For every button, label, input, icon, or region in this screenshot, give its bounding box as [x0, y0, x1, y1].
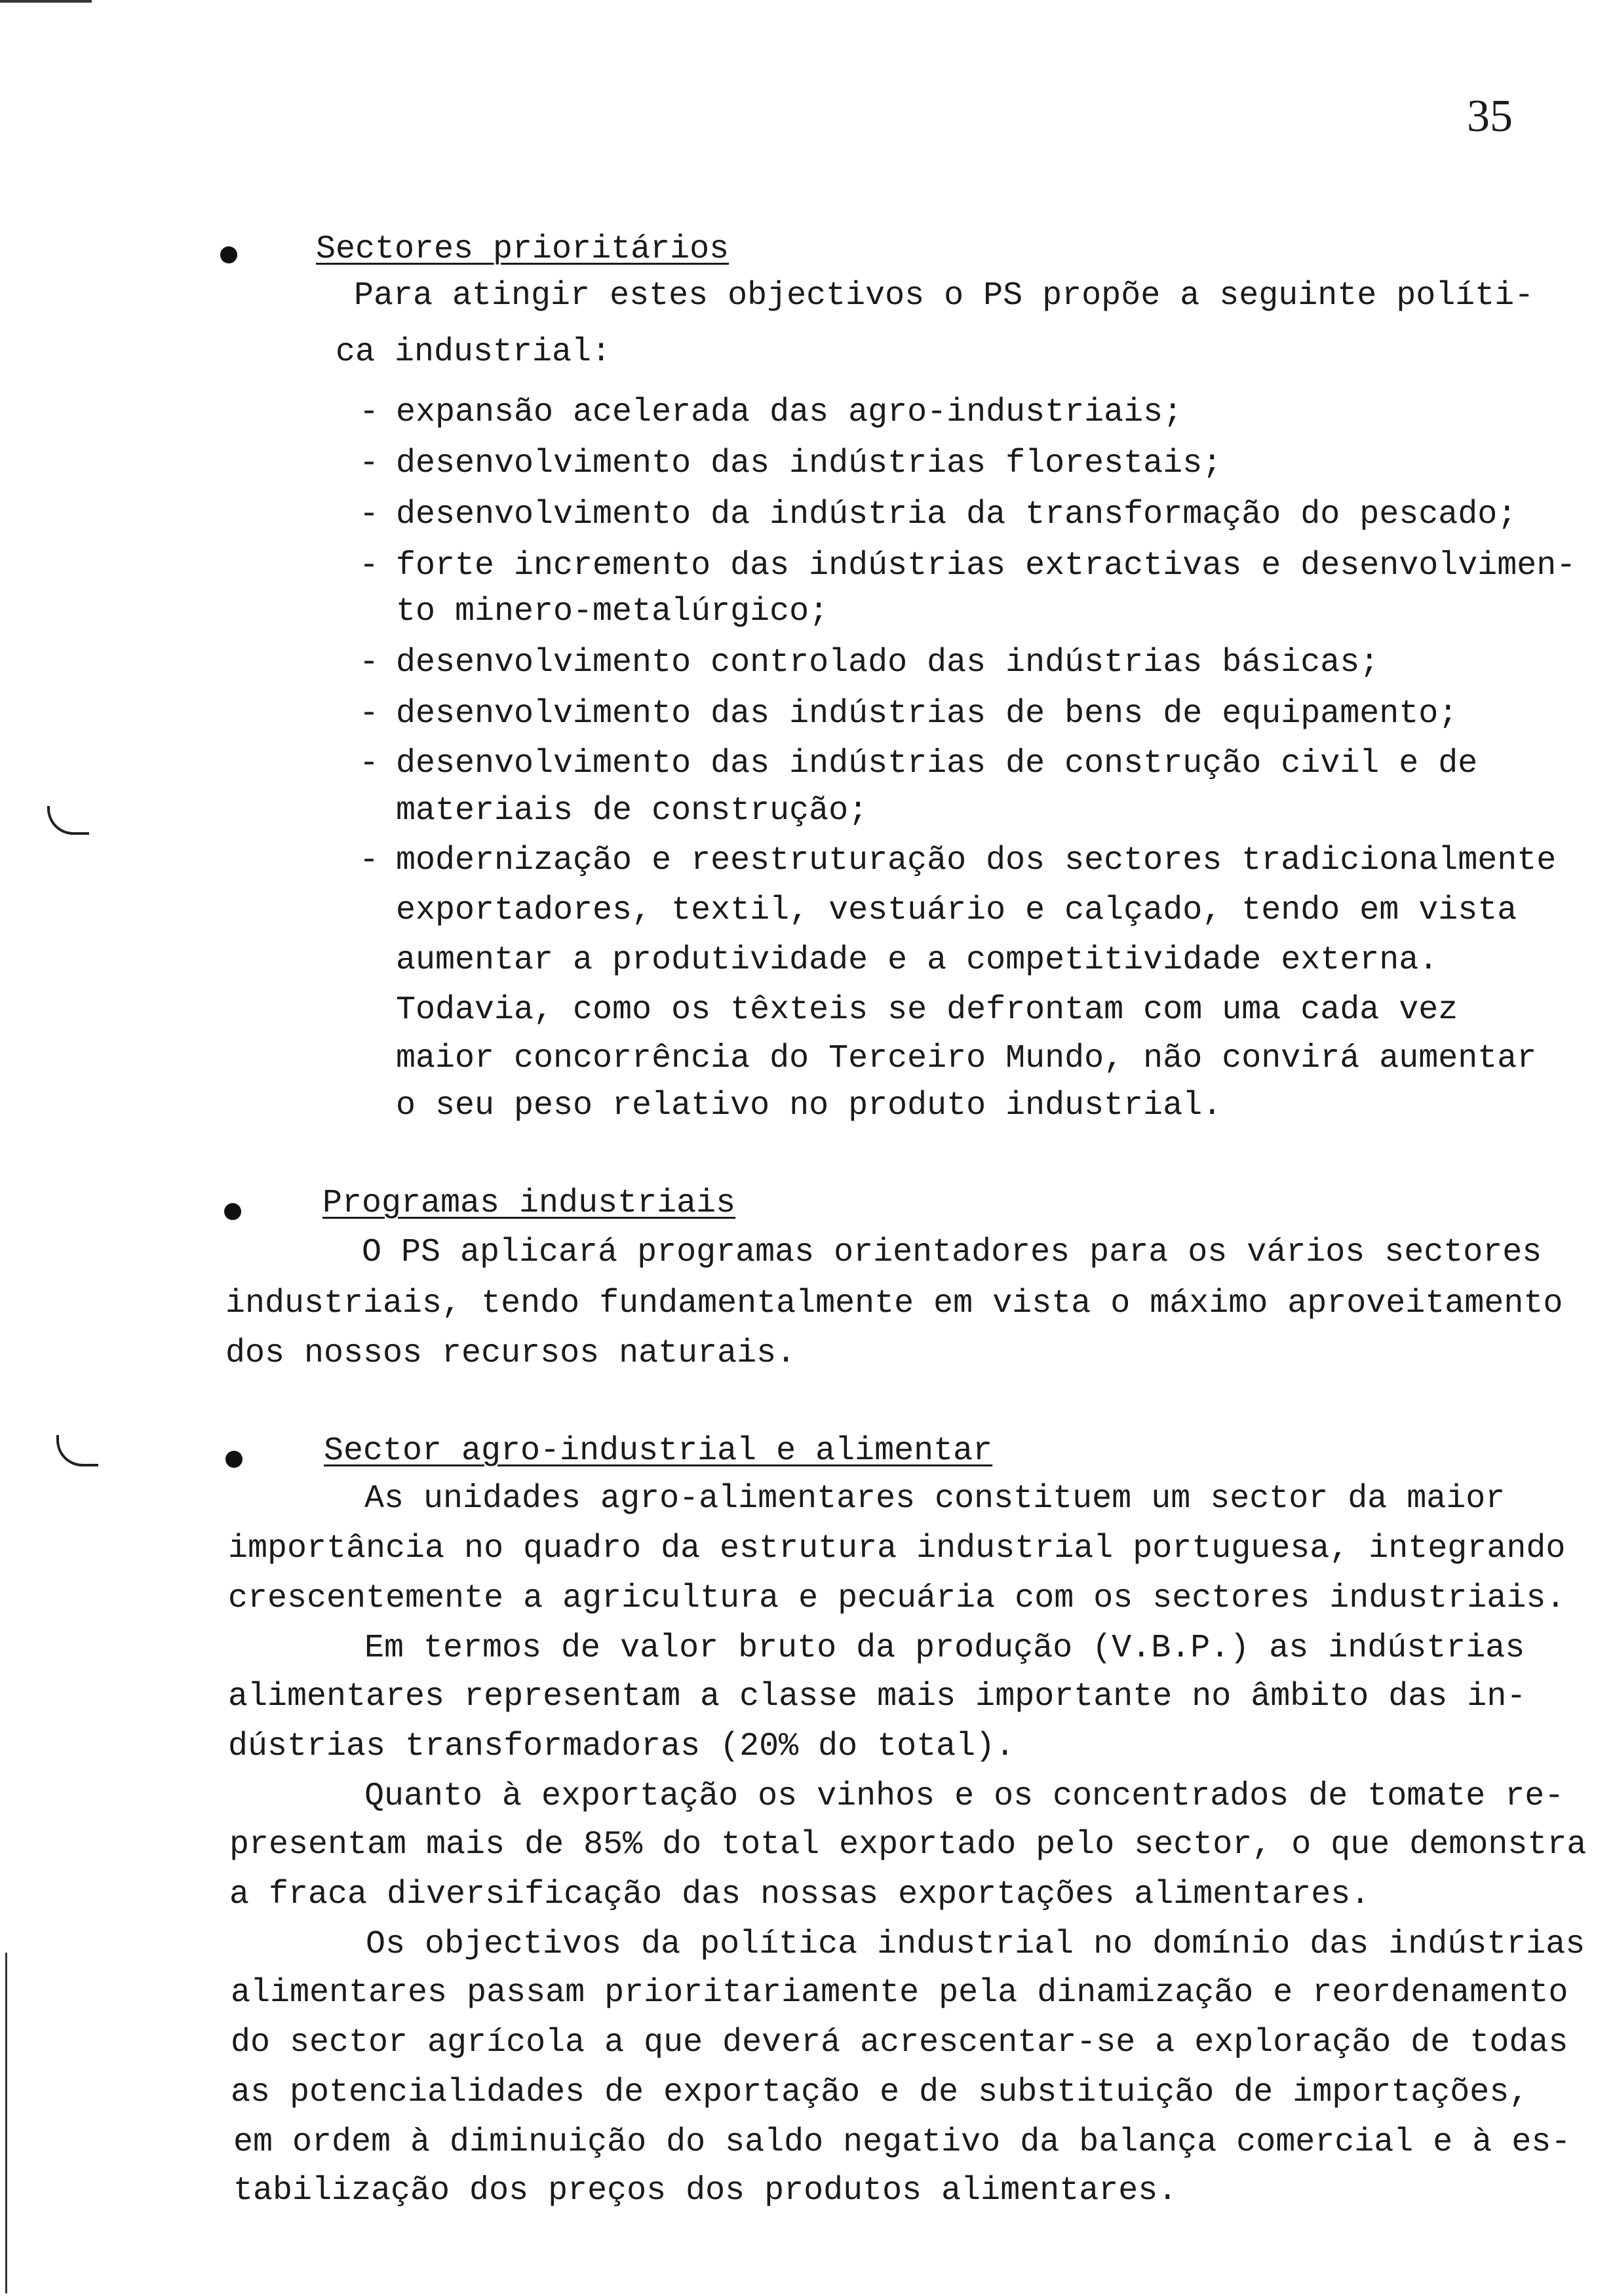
intro-line: ca industrial: [336, 334, 612, 371]
paragraph-line: O PS aplicará programas orientadores para os vários sectores [362, 1234, 1542, 1271]
paragraph-line: presentam mais de 85% do total exportado pelo sector, o que demonstra [229, 1826, 1587, 1864]
section-heading: Programas industriais [322, 1185, 736, 1222]
margin-mark [56, 1435, 98, 1466]
top-edge-rule [0, 0, 92, 3]
paragraph-line: Os objectivos da política industrial no domínio das indústrias [366, 1926, 1586, 1963]
list-dash: - [359, 496, 379, 533]
paragraph-line: em ordem à diminuição do saldo negativo da balança comercial e à es- [233, 2124, 1571, 2161]
paragraph-line: Em termos de valor bruto da produção (V.B.P.) as indústrias [364, 1630, 1525, 1667]
list-dash: - [359, 842, 379, 879]
bullet-icon [225, 1451, 243, 1468]
list-item: desenvolvimento das indústrias de bens de equipamento; [396, 695, 1458, 733]
list-dash: - [359, 547, 379, 584]
bullet-icon [224, 1203, 241, 1220]
list-item-continuation: maior concorrência do Terceiro Mundo, não convirá aumentar [396, 1040, 1537, 1077]
paragraph-line: a fraca diversificação das nossas exportações alimentares. [229, 1876, 1371, 1913]
paragraph-line: importância no quadro da estrutura industrial portuguesa, integrando [228, 1530, 1566, 1567]
list-item: desenvolvimento controlado das indústrias básicas; [396, 644, 1380, 681]
paragraph-line: dústrias transformadoras (20% do total). [228, 1728, 1015, 1765]
section-heading: Sector agro-industrial e alimentar [324, 1432, 993, 1470]
list-item-continuation: o seu peso relativo no produto industrial. [396, 1087, 1222, 1124]
list-item: modernização e reestruturação dos sectores tradicionalmente [396, 842, 1557, 879]
intro-line: Para atingir estes objectivos o PS propõe a seguinte políti- [354, 277, 1534, 315]
list-item: desenvolvimento da indústria da transformação do pescado; [396, 496, 1517, 533]
paragraph-line: alimentares representam a classe mais importante no âmbito das in- [228, 1678, 1527, 1715]
list-item: desenvolvimento das indústrias de construção civil e de [396, 745, 1478, 782]
list-item: desenvolvimento das indústrias florestais; [396, 445, 1222, 482]
list-dash: - [359, 644, 379, 681]
section-heading: Sectores prioritários [316, 231, 730, 268]
paragraph-line: alimentares passam prioritariamente pela dinamização e reordenamento [231, 1974, 1568, 2012]
paragraph-line: crescentemente a agricultura e pecuária com os sectores industriais. [228, 1580, 1566, 1617]
list-item: expansão acelerada das agro-industriais; [396, 394, 1183, 431]
list-item-continuation: exportadores, textil, vestuário e calçado, tendo em vista [396, 892, 1517, 929]
paragraph-line: as potencialidades de exportação e de substituição de importações, [231, 2074, 1529, 2111]
paragraph-line: industriais, tendo fundamentalmente em vista o máximo aproveitamento [225, 1285, 1563, 1322]
list-dash: - [359, 445, 379, 482]
list-item-continuation: aumentar a produtividade e a competitividade externa. [396, 942, 1439, 979]
paragraph-line: tabilização dos preços dos produtos alimentares. [233, 2172, 1178, 2210]
paragraph-line: Quanto à exportação os vinhos e os concentrados de tomate re- [364, 1778, 1565, 1815]
paragraph-line: As unidades agro-alimentares constituem um sector da maior [364, 1480, 1506, 1518]
list-dash: - [359, 745, 379, 782]
page-number: 35 [1467, 91, 1513, 142]
paragraph-line: do sector agrícola a que deverá acrescentar-se a exploração de todas [231, 2024, 1568, 2061]
list-item-continuation: to minero-metalúrgico; [396, 593, 829, 630]
list-item-continuation: Todavia, como os têxteis se defrontam com uma cada vez [396, 991, 1458, 1029]
list-item: forte incremento das indústrias extractivas e desenvolvimen- [396, 547, 1576, 584]
paragraph-line: dos nossos recursos naturais. [225, 1335, 796, 1372]
margin-mark [47, 806, 89, 835]
bullet-icon [220, 246, 237, 263]
list-item-continuation: materiais de construção; [396, 792, 868, 830]
list-dash: - [359, 695, 379, 733]
left-margin-line [5, 1953, 7, 2293]
list-dash: - [359, 394, 379, 431]
